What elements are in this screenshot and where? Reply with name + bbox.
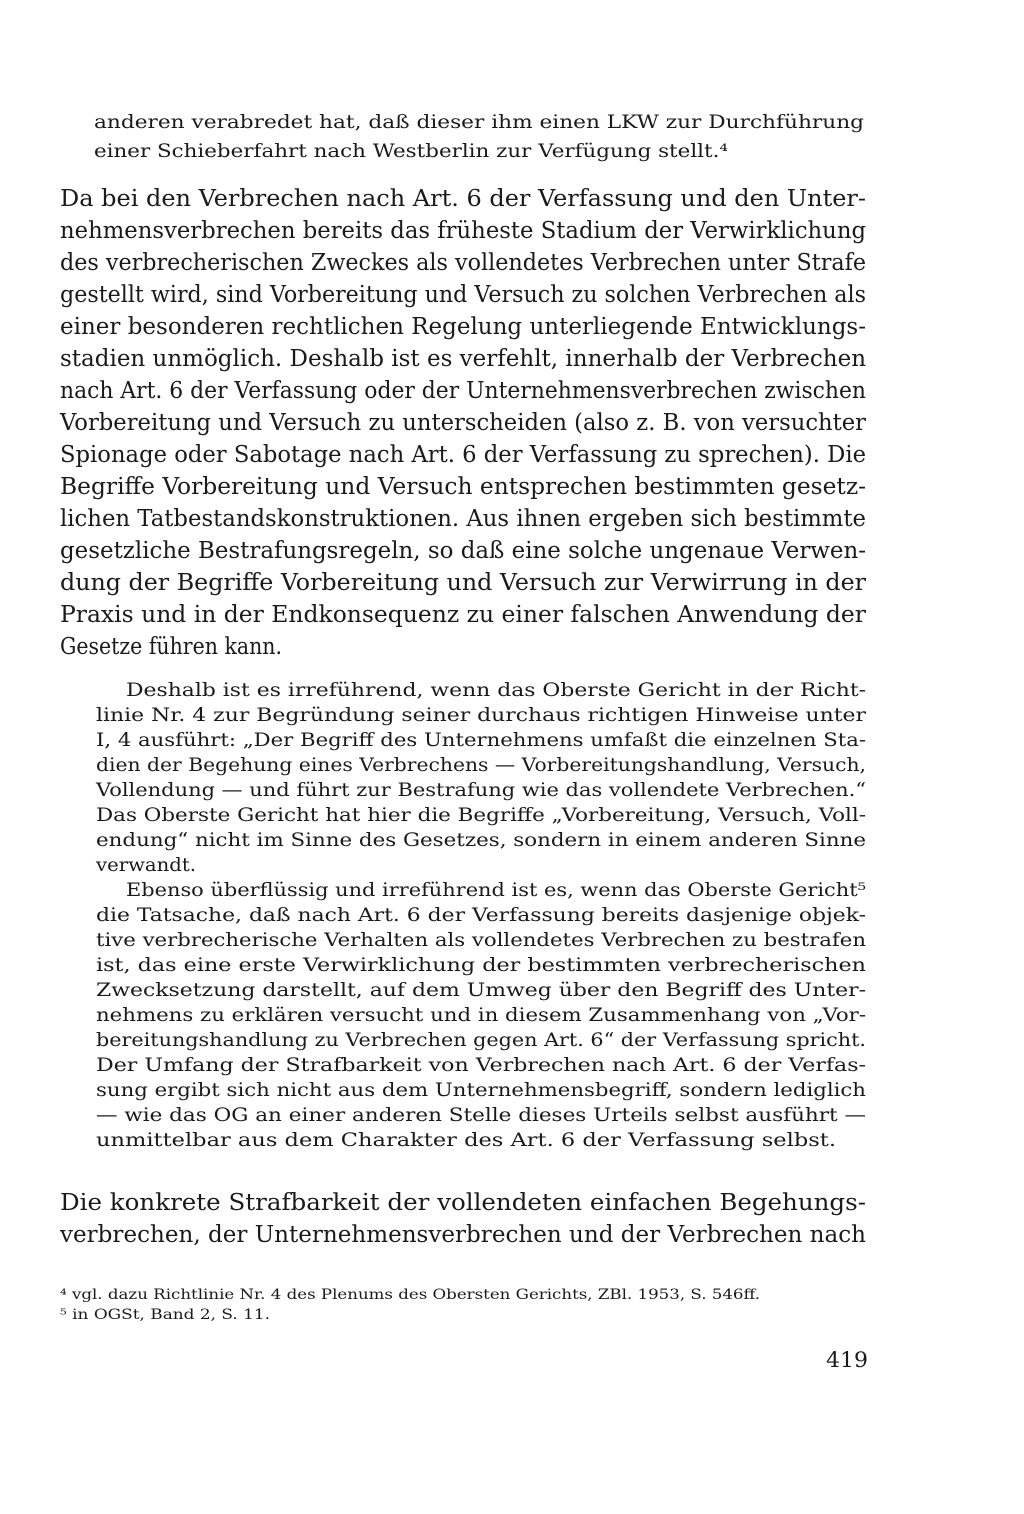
note-line: Vollendung — und führt zur Bestrafung wie das vollendete Verbrechen.“ xyxy=(96,780,866,801)
note-line: verwandt. xyxy=(96,855,196,876)
note-line: Der Umfang der Strafbarkeit von Verbrechen nach Art. 6 der Verfas- xyxy=(96,1055,866,1076)
note-line: Zwecksetzung darstellt, auf dem Umweg über den Begriff des Unter- xyxy=(96,980,866,1001)
body-line: Begriffe Vorbereitung und Versuch entsprechen bestimmten gesetz- xyxy=(60,472,866,500)
intro-quote-line-2: einer Schieberfahrt nach Westberlin zur Verfügung stellt.⁴ xyxy=(94,141,728,162)
note-line: tive verbrecherische Verhalten als vollendetes Verbrechen zu bestrafen xyxy=(96,930,866,951)
body-line: verbrechen, der Unternehmensverbrechen und der Verbrechen nach xyxy=(60,1220,866,1248)
note-line: — wie das OG an einer anderen Stelle dieses Urteils selbst ausführt — xyxy=(96,1105,866,1126)
note-line: dien der Begehung eines Verbrechens — Vorbereitungshandlung, Versuch, xyxy=(96,755,867,776)
body-line: Vorbereitung und Versuch zu unterscheiden (also z. B. von versuchter xyxy=(60,408,866,436)
note-line: endung“ nicht im Sinne des Gesetzes, sondern in einem anderen Sinne xyxy=(96,830,866,851)
note-line: unmittelbar aus dem Charakter des Art. 6 der Verfassung selbst. xyxy=(96,1130,837,1151)
body-line: Da bei den Verbrechen nach Art. 6 der Verfassung und den Unter- xyxy=(60,184,866,212)
note-line: Das Oberste Gericht hat hier die Begriffe „Vorbereitung, Versuch, Voll- xyxy=(96,805,866,826)
note-line: die Tatsache, daß nach Art. 6 der Verfassung bereits dasjenige objek- xyxy=(96,905,867,926)
note-line: bereitungshandlung zu Verbrechen gegen Art. 6“ der Verfassung spricht. xyxy=(96,1030,866,1051)
note-line: nehmens zu erklären versucht und in diesem Zusammenhang von „Vor- xyxy=(96,1005,867,1026)
body-line: Die konkrete Strafbarkeit der vollendeten einfachen Begehungs- xyxy=(60,1188,866,1216)
note-line: ist, das eine erste Verwirklichung der bestimmten verbrecherischen xyxy=(96,955,866,976)
note-line: linie Nr. 4 zur Begründung seiner durchaus richtigen Hinweise unter xyxy=(96,705,867,726)
body-line: dung der Begriffe Vorbereitung und Versuch zur Verwirrung in der xyxy=(60,568,866,596)
intro-quote-line-1: anderen verabredet hat, daß dieser ihm einen LKW zur Durchführung xyxy=(94,112,864,133)
footnote-4: ⁴ vgl. dazu Richtlinie Nr. 4 des Plenums des Obersten Gerichts, ZBl. 1953, S. 546ff. xyxy=(60,1287,760,1303)
note-line: sung ergibt sich nicht aus dem Unternehmensbegriff, sondern lediglich xyxy=(96,1080,866,1101)
body-line: nach Art. 6 der Verfassung oder der Unternehmensverbrechen zwischen xyxy=(60,376,866,404)
body-line: nehmensverbrechen bereits das früheste Stadium der Verwirklichung xyxy=(60,216,866,244)
note-line: I, 4 ausführt: „Der Begriff des Unternehmens umfaßt die einzelnen Sta- xyxy=(96,730,866,751)
note-line: Ebenso überflüssig und irreführend ist es, wenn das Oberste Gericht⁵ xyxy=(126,880,866,901)
body-line: gesetzliche Bestrafungsregeln, so daß eine solche ungenaue Verwen- xyxy=(60,536,866,564)
body-line: einer besonderen rechtlichen Regelung unterliegende Entwicklungs- xyxy=(60,312,866,340)
note-line: Deshalb ist es irreführend, wenn das Oberste Gericht in der Richt- xyxy=(126,680,866,701)
body-line: lichen Tatbestandskonstruktionen. Aus ihnen ergeben sich bestimmte xyxy=(60,504,866,532)
body-line: Praxis und in der Endkonsequenz zu einer falschen Anwendung der xyxy=(60,600,866,628)
body-line: stadien unmöglich. Deshalb ist es verfehlt, innerhalb der Verbrechen xyxy=(60,344,866,372)
body-line: Gesetze führen kann. xyxy=(60,632,282,660)
body-line: Spionage oder Sabotage nach Art. 6 der Verfassung zu sprechen). Die xyxy=(60,440,866,468)
page-number: 419 xyxy=(826,1348,868,1372)
footnote-5: ⁵ in OGSt, Band 2, S. 11. xyxy=(60,1307,270,1323)
body-line: gestellt wird, sind Vorbereitung und Versuch zu solchen Verbrechen als xyxy=(60,280,866,308)
body-line: des verbrecherischen Zweckes als vollendetes Verbrechen unter Strafe xyxy=(60,248,866,276)
